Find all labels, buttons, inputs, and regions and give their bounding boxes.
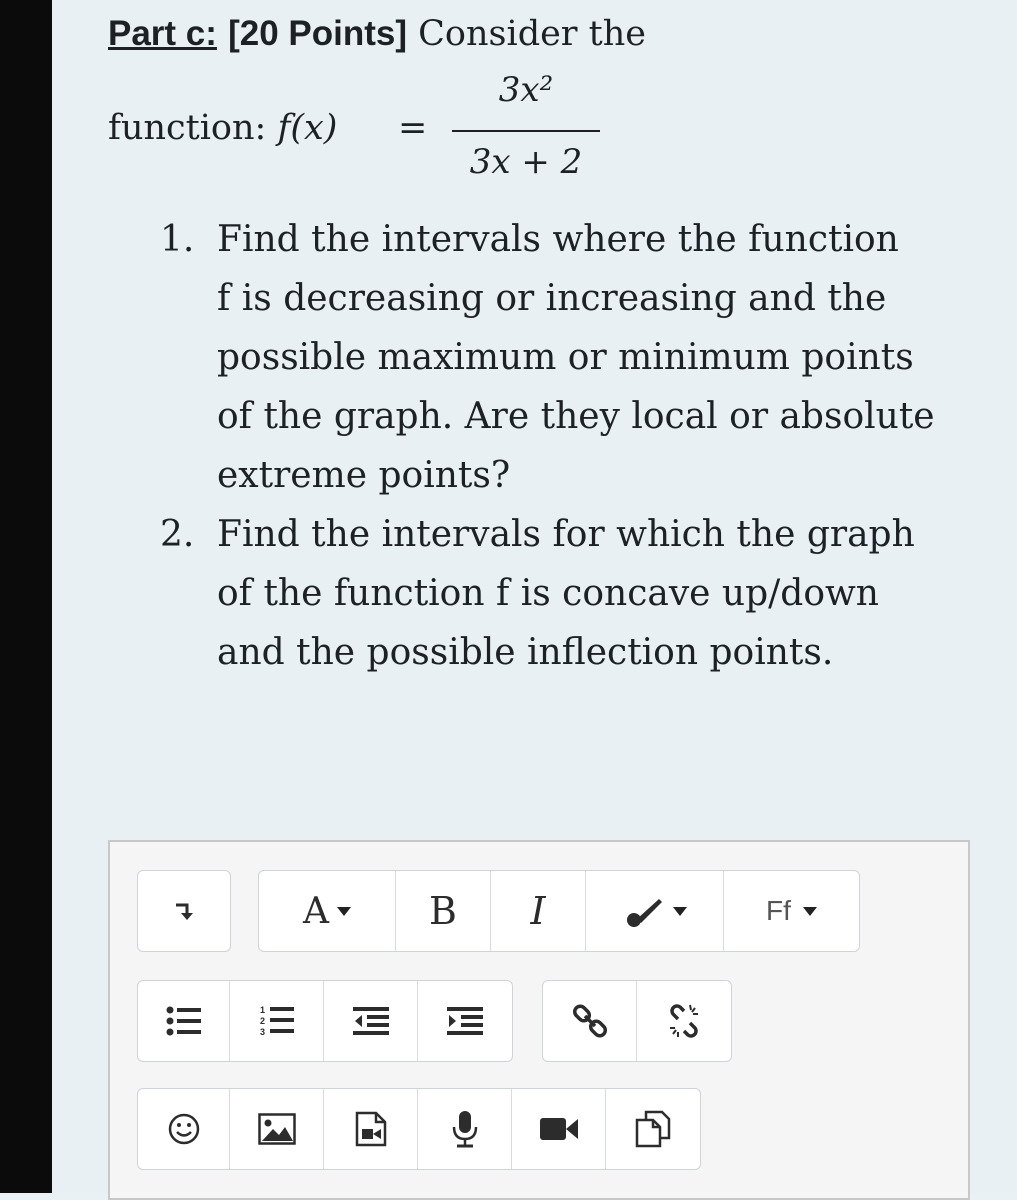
function-line	[108, 108, 337, 148]
denominator: 3x + 2	[469, 142, 583, 182]
record-video-button[interactable]	[512, 1089, 606, 1169]
bold-button[interactable]	[396, 871, 491, 951]
function-word: function:	[108, 108, 267, 148]
indent-icon	[447, 1005, 483, 1037]
item-line: f is decreasing or increasing and the	[217, 278, 887, 319]
item-line: Find the intervals for which the graph	[217, 514, 915, 555]
toolbar-group-links	[542, 980, 732, 1062]
media-icon	[354, 1111, 388, 1147]
points-label: [20 Points]	[228, 14, 407, 53]
microphone-icon	[450, 1109, 480, 1149]
collapse-toggle-icon	[172, 899, 196, 923]
item-number: 1.	[160, 219, 195, 260]
function-name: f(x)	[277, 108, 338, 148]
link-icon	[571, 1002, 609, 1040]
italic-button[interactable]	[491, 871, 586, 951]
bullet-list-button[interactable]	[138, 981, 230, 1061]
part-label: Part c:	[108, 14, 217, 53]
outdent-button[interactable]	[324, 981, 418, 1061]
chevron-down-icon	[673, 907, 687, 916]
indent-button[interactable]	[418, 981, 512, 1061]
list-item	[160, 210, 970, 505]
media-button[interactable]	[324, 1089, 418, 1169]
video-camera-icon	[539, 1115, 579, 1143]
emoji-icon	[167, 1112, 201, 1146]
item-line: Find the intervals where the function	[217, 219, 899, 260]
toolbar-group-media	[137, 1088, 701, 1170]
font-family-label: Ff	[766, 895, 791, 926]
question-list	[160, 210, 970, 682]
collapse-button[interactable]	[138, 871, 230, 951]
unlink-button[interactable]	[637, 981, 731, 1061]
unlink-icon	[664, 1001, 704, 1041]
numerator: 3x²	[498, 70, 554, 110]
emoji-button[interactable]	[138, 1089, 230, 1169]
fraction-bar	[452, 130, 600, 132]
svg-text:1: 1	[259, 1005, 265, 1015]
italic-label: I	[530, 889, 546, 933]
item-line: of the function f is concave up/down	[217, 573, 879, 614]
item-line: possible maximum or minimum points	[217, 337, 914, 378]
toolbar-group-format	[258, 870, 860, 952]
font-size-button[interactable]	[259, 871, 396, 951]
record-audio-button[interactable]	[418, 1089, 512, 1169]
numbered-list-button[interactable]	[230, 981, 324, 1061]
font-color-button[interactable]	[586, 871, 724, 951]
link-button[interactable]	[543, 981, 637, 1061]
paintbrush-icon	[623, 895, 665, 927]
toolbar-group-lists	[137, 980, 513, 1062]
numbered-list-icon	[259, 1004, 295, 1038]
font-size-label: A	[303, 890, 329, 932]
item-number: 2.	[160, 514, 195, 555]
bullet-list-icon	[166, 1005, 202, 1037]
svg-text:2: 2	[259, 1016, 265, 1026]
item-line: and the possible inflection points.	[217, 632, 834, 673]
toolbar-group-collapse	[137, 870, 231, 952]
text-editor[interactable]	[108, 840, 970, 1200]
outdent-icon	[353, 1005, 389, 1037]
list-item	[160, 505, 970, 682]
image-icon	[258, 1113, 296, 1145]
manage-files-icon	[634, 1110, 672, 1148]
chevron-down-icon	[803, 907, 817, 916]
font-family-button[interactable]	[724, 871, 859, 951]
bold-label: B	[429, 889, 457, 933]
left-edge-bar	[0, 0, 52, 1193]
equals-sign: =	[398, 108, 428, 148]
item-line: extreme points?	[217, 455, 511, 496]
svg-text:3: 3	[259, 1027, 265, 1037]
question-title	[108, 14, 646, 54]
chevron-down-icon	[337, 907, 351, 916]
intro-text: Consider the	[418, 14, 646, 54]
item-line: of the graph. Are they local or absolute	[217, 396, 935, 437]
image-button[interactable]	[230, 1089, 324, 1169]
manage-files-button[interactable]	[606, 1089, 700, 1169]
